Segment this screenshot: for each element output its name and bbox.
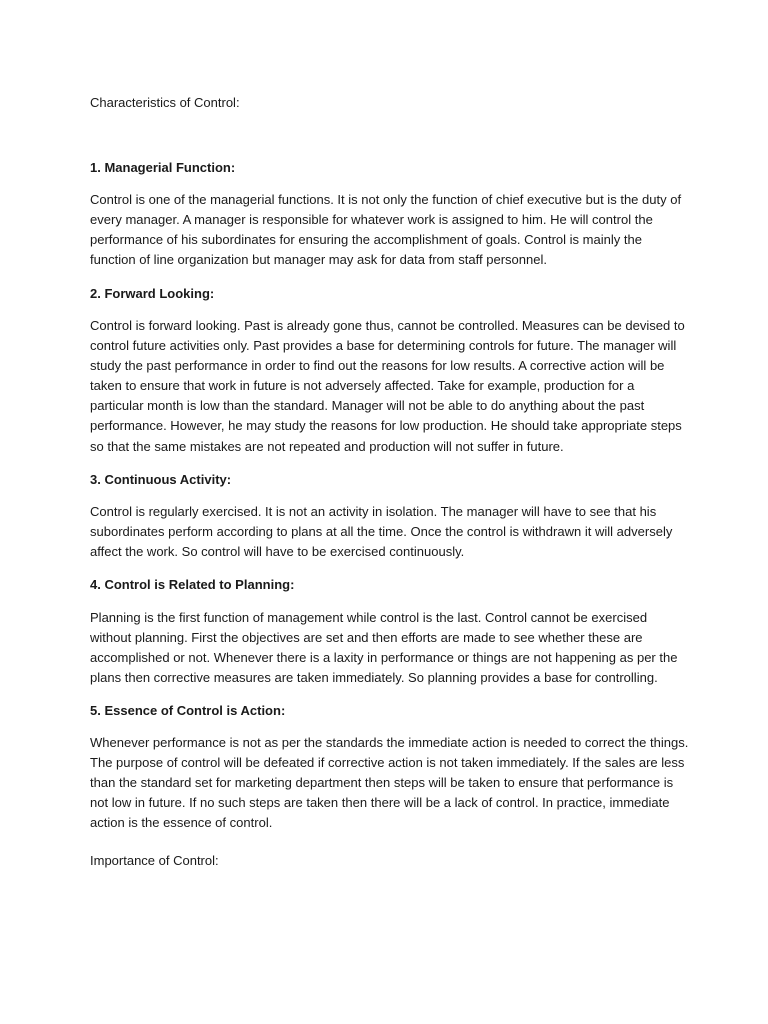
section-heading-forward-looking: 2. Forward Looking: <box>90 286 215 301</box>
paragraph-line: performance. However, he may study the reasons for low production. He should take appropriate steps <box>90 418 682 434</box>
paragraph-line: taken to ensure that work in future is not adversely affected. Take for example, production for a <box>90 378 635 394</box>
section-heading-essence-of-control: 5. Essence of Control is Action: <box>90 703 286 718</box>
section-heading-related-to-planning: 4. Control is Related to Planning: <box>90 577 295 592</box>
document-title: Characteristics of Control: <box>90 95 240 110</box>
paragraph-line: plans then corrective measures are taken immediately. So planning provides a base for controlling. <box>90 670 658 686</box>
paragraph-line: than the standard set for marketing department then steps will be taken to ensure that performance is <box>90 775 674 791</box>
paragraph-line: affect the work. So control will have to be exercised continuously. <box>90 544 465 560</box>
section-heading-managerial-function: 1. Managerial Function: <box>90 160 236 175</box>
paragraph-line: The purpose of control will be defeated if corrective action is not taken immediately. If the sales are less <box>90 755 685 771</box>
paragraph-line: performance of his subordinates for ensuring the accomplishment of goals. Control is mainly the <box>90 232 642 248</box>
paragraph-line: study the past performance in order to find out the reasons for low results. A corrective action will be <box>90 358 665 374</box>
paragraph-line: Whenever performance is not as per the standards the immediate action is needed to correct the things. <box>90 735 689 750</box>
section-paragraph-forward-looking <box>90 316 710 457</box>
next-section-title: Importance of Control: <box>90 853 219 868</box>
paragraph-line: so that the same mistakes are not repeated and production will not suffer in future. <box>90 438 564 454</box>
paragraph-line: particular month is low than the standard. Manager will not be able to do anything about the past <box>90 398 645 414</box>
paragraph-line: not low in future. If no such steps are taken then there will be a lack of control. In practice, immediate <box>90 795 670 811</box>
paragraph-line: function of line organization but manager may ask for data from staff personnel. <box>90 252 548 268</box>
paragraph-line: Control is forward looking. Past is already gone thus, cannot be controlled. Measures can be devised to <box>90 318 685 333</box>
paragraph-line: subordinates perform according to plans at all the time. Once the control is withdrawn it will adversely <box>90 524 673 540</box>
paragraph-line: Planning is the first function of management while control is the last. Control cannot be exercised <box>90 610 648 625</box>
paragraph-line: without planning. First the objectives are set and then efforts are made to see whether these are <box>90 630 643 646</box>
paragraph-line: Control is one of the managerial functions. It is not only the function of chief executive but is the duty of <box>90 192 682 207</box>
section-paragraph-continuous-activity <box>90 502 710 562</box>
section-heading-continuous-activity: 3. Continuous Activity: <box>90 472 232 487</box>
paragraph-line: action is the essence of control. <box>90 815 273 831</box>
section-paragraph-managerial-function <box>90 190 710 270</box>
paragraph-line: every manager. A manager is responsible for whatever work is assigned to him. He will control the <box>90 212 653 228</box>
section-paragraph-related-to-planning <box>90 608 710 688</box>
paragraph-line: Control is regularly exercised. It is not an activity in isolation. The manager will have to see that his <box>90 504 657 519</box>
paragraph-line: control future activities only. Past provides a base for determining controls for future. The manager will <box>90 338 677 354</box>
paragraph-line: accomplished or not. Whenever there is a laxity in performance or things are not happening as per the <box>90 650 678 666</box>
section-paragraph-essence-of-control <box>90 733 710 833</box>
